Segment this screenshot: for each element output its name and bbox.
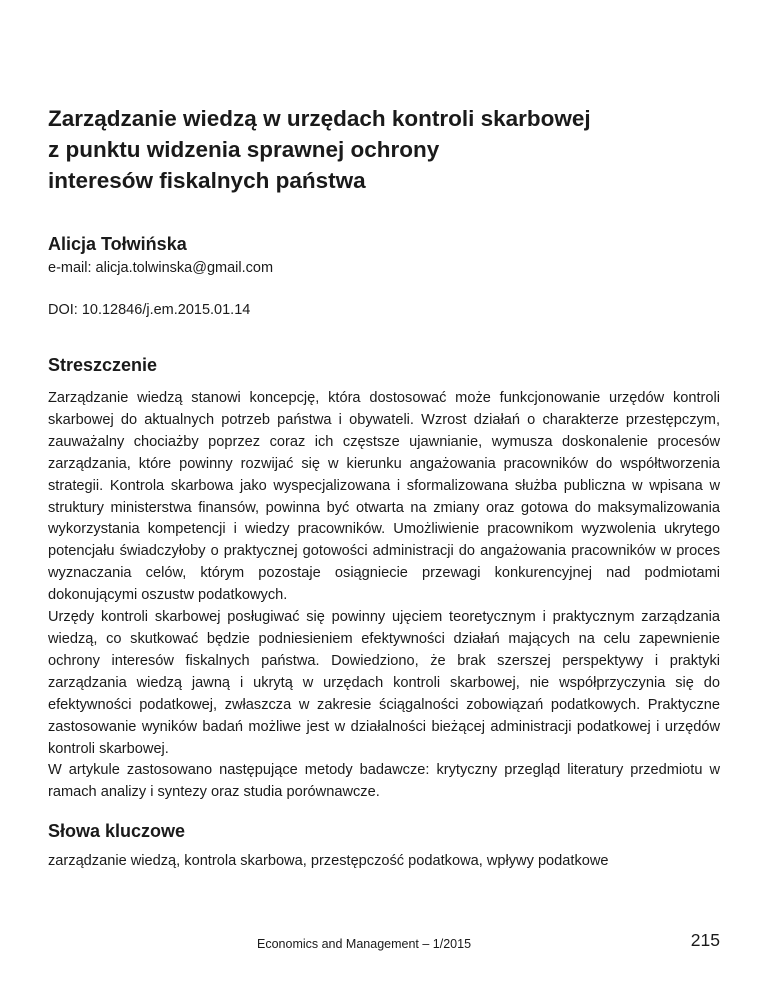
keywords-heading: Słowa kluczowe xyxy=(48,821,186,841)
title-line: Zarządzanie wiedzą w urzędach kontroli skarbowej xyxy=(48,106,591,131)
author-name: Alicja Tołwińska xyxy=(48,234,187,254)
doi: DOI: 10.12846/j.em.2015.01.14 xyxy=(48,302,251,318)
page-number: 215 xyxy=(690,930,720,950)
keywords-text: zarządzanie wiedzą, kontrola skarbowa, przestępczość podatkowa, wpływy podatkowe xyxy=(48,853,609,869)
author-email: e-mail: alicja.tolwinska@gmail.com xyxy=(48,260,274,276)
article-title xyxy=(48,103,720,196)
abstract-body xyxy=(48,388,720,804)
abstract-paragraph: Zarządzanie wiedzą stanowi koncepcję, która dostosować może funkcjonowanie urzędów kontroli skarbowej do aktualnych potrzeb państwa i obywateli. Wzrost działań o charakterze przestępczym, zauważalny chociażby poprzez coraz ich częstsze ujawnianie, wymusza doskonalenie procesów zarządzania, które powinny rozwijać się w kierunku angażowania pracowników do współtworzenia strategii. Kontrola skarbowa jako wyspecjalizowana i sformalizowana służba publiczna w wpisana w struktury ministerstwa finansów, powinna być otwarta na zmiany oraz gotowa do maksymalizowania wykorzystania kompetencji i wiedzy pracowników. Umożliwienie pracownikom wyzwolenia ukrytego potencjału świadczyłoby o praktycznej gotowości administracji do angażowania pracowników w proces wyznaczania celów, którym pozostaje osiągniecie przewagi konkurencyjnej nad podmiotami dokonującymi oszustw podatkowych. xyxy=(48,390,720,604)
journal-footer: Economics and Management – 1/2015 xyxy=(257,937,472,951)
abstract-paragraph: Urzędy kontroli skarbowej posługiwać się powinny ujęciem teoretycznym i praktycznym zarządzania wiedzą, co skutkować będzie podniesieniem efektywności działań mających na celu zapewnienie ochrony interesów fiskalnych państwa. Dowiedziono, że brak szerszej perspektywy i praktyki zarządzania wiedzą jawną i ukrytą w urzędach kontroli skarbowej, nie współprzyczynia się do efektywności podatkowej, zwłaszcza w zakresie ściągalności zobowiązań podatkowych. Praktyczne zastosowanie wyników badań możliwe jest w działalności bieżącej administracji podatkowej i urzędów kontroli skarbowej. xyxy=(48,609,720,757)
title-line: z punktu widzenia sprawnej ochrony xyxy=(48,137,440,162)
title-line: interesów fiskalnych państwa xyxy=(48,168,366,193)
abstract-paragraph: W artykule zastosowano następujące metody badawcze: krytyczny przegląd literatury przedmiotu w ramach analizy i syntezy oraz studia porównawcze. xyxy=(48,762,720,801)
abstract-heading: Streszczenie xyxy=(48,355,158,375)
